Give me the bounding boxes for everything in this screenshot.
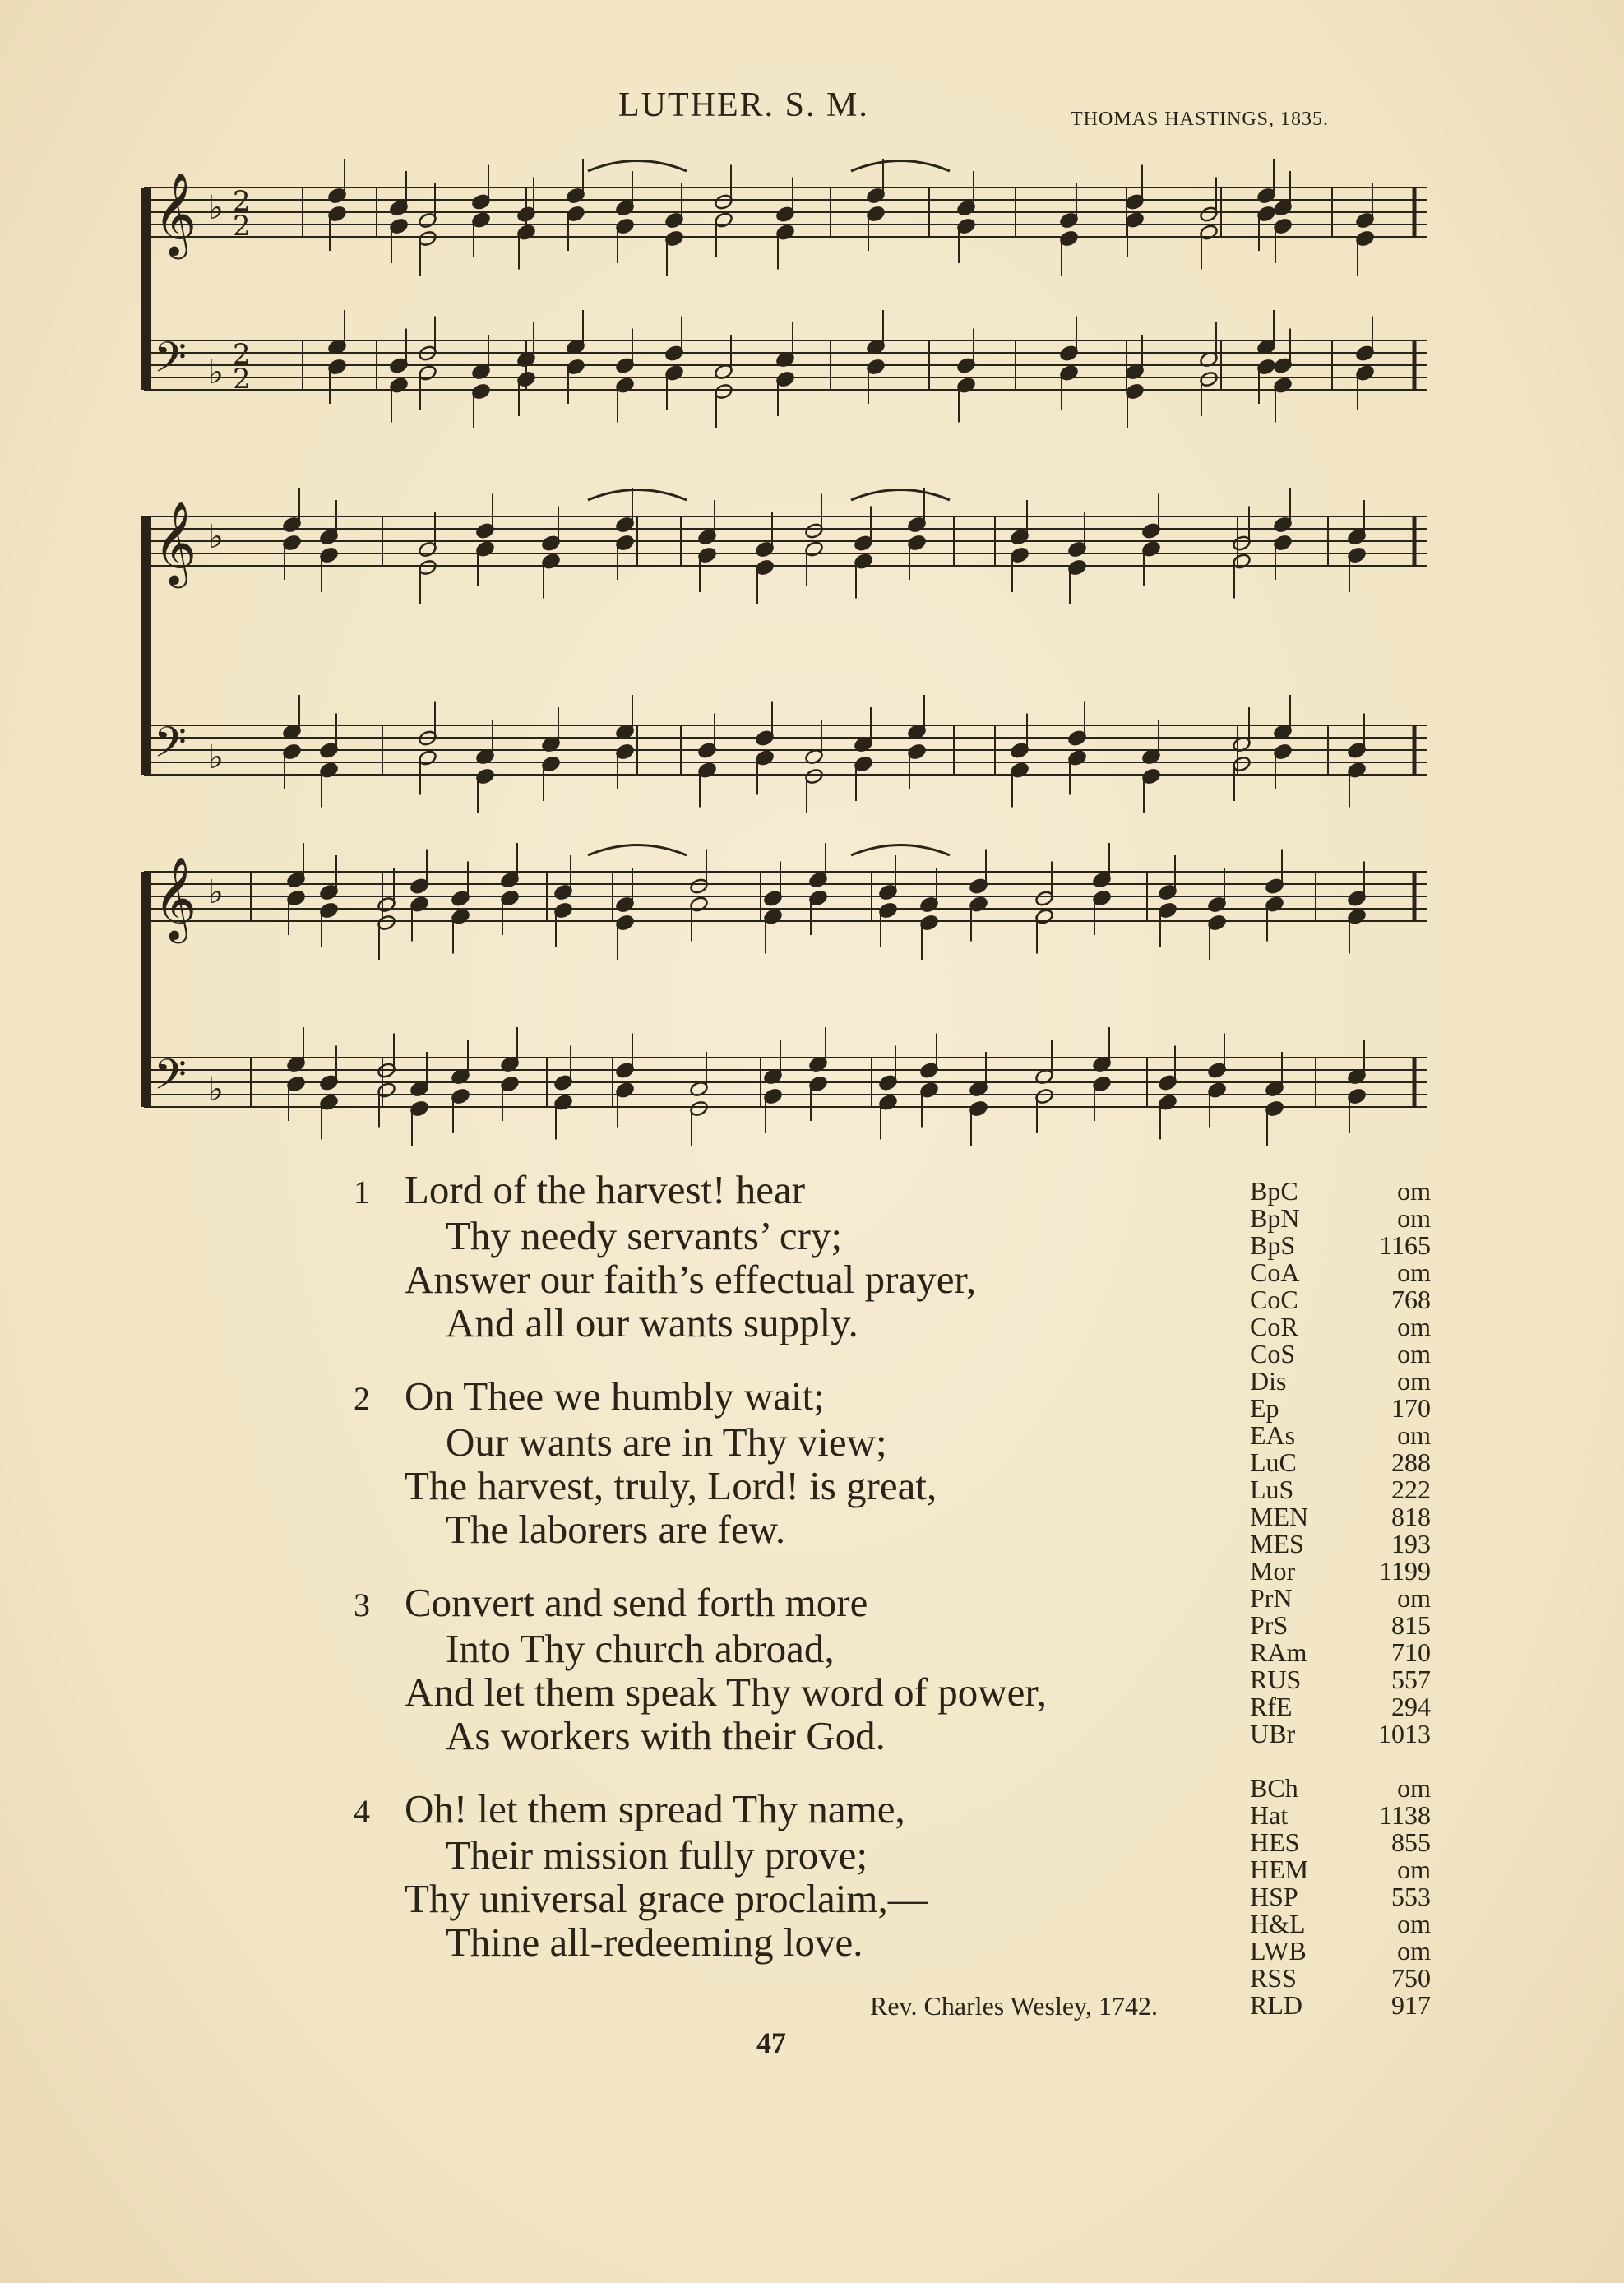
reference-group-2: [1250, 1775, 1431, 2019]
verse-line: 4 Oh! let them spread Thy name,: [354, 1786, 905, 1831]
flat-sign: ♭: [208, 739, 224, 776]
reference-code: Mor: [1250, 1556, 1296, 1586]
reference-row: [1250, 1856, 1431, 1883]
reference-code: CoA: [1250, 1257, 1300, 1287]
reference-number: 553: [1391, 1882, 1431, 1911]
verse-line: Thy universal grace proclaim,—: [405, 1876, 928, 1921]
verse-line: 3 Convert and send forth more: [354, 1580, 868, 1625]
verse-line: Answer our faith’s effectual prayer,: [405, 1257, 977, 1302]
reference-row: [1250, 1992, 1431, 2019]
reference-row: [1250, 1422, 1431, 1449]
reference-row: [1250, 1639, 1431, 1666]
slur: [588, 490, 687, 501]
reference-row: [1250, 1449, 1431, 1476]
time-signature: 2: [233, 185, 251, 218]
reference-number: om: [1397, 1420, 1431, 1450]
flat-sign: ♭: [208, 354, 224, 391]
system-bracket: [141, 516, 151, 775]
reference-code: HEM: [1250, 1855, 1309, 1884]
reference-row: [1250, 1232, 1431, 1259]
reference-row: [1250, 1965, 1431, 1992]
reference-number: 1165: [1379, 1230, 1431, 1260]
reference-number: 818: [1391, 1502, 1431, 1531]
verse-line: Into Thy church abroad,: [446, 1626, 835, 1671]
reference-row: [1250, 1178, 1431, 1205]
flat-sign: ♭: [208, 518, 224, 556]
reference-number: om: [1397, 1909, 1431, 1938]
reference-row: [1250, 1476, 1431, 1503]
time-signature: 2: [233, 210, 251, 243]
time-signature: 2: [233, 363, 251, 396]
reference-row: [1250, 1938, 1431, 1965]
verse-line: Thine all-redeeming love.: [446, 1919, 863, 1965]
verse-line: And let them speak Thy word of power,: [405, 1669, 1047, 1715]
reference-number: om: [1397, 1583, 1431, 1613]
reference-number: 768: [1391, 1285, 1431, 1314]
reference-number: 750: [1391, 1963, 1431, 1993]
reference-code: RAm: [1250, 1637, 1307, 1667]
reference-code: RUS: [1250, 1665, 1302, 1694]
slur: [588, 845, 687, 856]
reference-code: HES: [1250, 1827, 1300, 1857]
verse-number: 2: [354, 1380, 370, 1417]
reference-code: CoC: [1250, 1285, 1298, 1314]
reference-row: [1250, 1368, 1431, 1395]
reference-number: 222: [1391, 1475, 1431, 1504]
verse-1: [354, 1168, 1242, 1345]
reference-row: [1250, 1585, 1431, 1612]
bass-clef: 𝄢: [154, 717, 187, 777]
verse-line: Our wants are in Thy view;: [446, 1419, 887, 1465]
reference-number: om: [1397, 1176, 1431, 1206]
system-bracket: [141, 188, 151, 390]
reference-number: 815: [1391, 1610, 1431, 1640]
verse-2: [354, 1374, 1242, 1551]
verse-line: As workers with their God.: [446, 1713, 886, 1758]
reference-number: 288: [1391, 1447, 1431, 1477]
reference-row: [1250, 1286, 1431, 1313]
reference-code: UBr: [1250, 1719, 1296, 1748]
reference-number: om: [1397, 1312, 1431, 1341]
treble-clef: 𝄞: [154, 855, 197, 940]
reference-number: 294: [1391, 1692, 1431, 1721]
reference-code: LuC: [1250, 1447, 1297, 1477]
reference-code: Hat: [1250, 1800, 1289, 1830]
slur: [851, 490, 950, 501]
reference-code: CoR: [1250, 1312, 1298, 1341]
verse-line: 1 Lord of the harvest! hear: [354, 1167, 806, 1212]
reference-row: [1250, 1612, 1431, 1639]
treble-clef: 𝄞: [154, 171, 197, 256]
verse-line: The harvest, truly, Lord! is great,: [405, 1463, 937, 1508]
bass-clef: 𝄢: [154, 1049, 187, 1109]
composer-credit: THOMAS HASTINGS, 1835.: [1071, 109, 1330, 130]
reference-row: [1250, 1530, 1431, 1558]
reference-code: Ep: [1250, 1393, 1279, 1423]
reference-code: Dis: [1250, 1366, 1287, 1396]
reference-number: om: [1397, 1366, 1431, 1396]
reference-number: 193: [1391, 1529, 1431, 1558]
reference-number: 1199: [1379, 1556, 1431, 1586]
verse-number: 3: [354, 1586, 370, 1623]
reference-row: [1250, 1341, 1431, 1368]
slur: [851, 845, 950, 856]
reference-code: MEN: [1250, 1502, 1309, 1531]
hymn-title: LUTHER. S. M.: [618, 86, 869, 124]
reference-number: 710: [1391, 1637, 1431, 1667]
reference-code: BpS: [1250, 1230, 1296, 1260]
reference-number: 917: [1391, 1990, 1431, 2020]
reference-row: [1250, 1802, 1431, 1829]
verse-3: [354, 1581, 1242, 1757]
reference-number: om: [1397, 1936, 1431, 1966]
reference-number: 855: [1391, 1827, 1431, 1857]
bass-clef: 𝄢: [154, 332, 187, 392]
reference-number: om: [1397, 1257, 1431, 1287]
reference-row: [1250, 1313, 1431, 1341]
verse-4: [354, 1787, 1242, 1964]
reference-code: LuS: [1250, 1475, 1294, 1504]
reference-code: BpN: [1250, 1203, 1300, 1233]
reference-code: BpC: [1250, 1176, 1298, 1206]
flat-sign: ♭: [208, 873, 224, 911]
reference-number: 557: [1391, 1665, 1431, 1694]
reference-code: LWB: [1250, 1936, 1307, 1966]
slur: [588, 161, 687, 172]
reference-number: 1138: [1379, 1800, 1431, 1830]
reference-code: BCh: [1250, 1773, 1298, 1803]
reference-number: om: [1397, 1855, 1431, 1884]
reference-row: [1250, 1558, 1431, 1585]
reference-code: RfE: [1250, 1692, 1293, 1721]
flat-sign: ♭: [208, 1071, 224, 1109]
slur: [851, 161, 950, 172]
reference-number: om: [1397, 1773, 1431, 1803]
reference-row: [1250, 1666, 1431, 1693]
reference-code: EAs: [1250, 1420, 1296, 1450]
treble-clef: 𝄞: [154, 500, 197, 585]
reference-code: RSS: [1250, 1963, 1297, 1993]
text-author: Rev. Charles Wesley, 1742.: [870, 1991, 1158, 2021]
reference-row: [1250, 1503, 1431, 1530]
reference-code: MES: [1250, 1529, 1304, 1558]
reference-row: [1250, 1883, 1431, 1910]
system-bracket: [141, 872, 151, 1107]
reference-code: PrN: [1250, 1583, 1293, 1613]
reference-row: [1250, 1395, 1431, 1422]
reference-row: [1250, 1259, 1431, 1286]
verse-number: 1: [354, 1174, 370, 1211]
reference-code: RLD: [1250, 1990, 1302, 2020]
verse-number: 4: [354, 1793, 370, 1830]
reference-code: H&L: [1250, 1909, 1306, 1938]
reference-row: [1250, 1829, 1431, 1856]
hymnal-references: [1250, 1178, 1431, 2019]
time-signature: 2: [233, 338, 251, 371]
verse-line: And all our wants supply.: [446, 1300, 858, 1345]
reference-code: HSP: [1250, 1882, 1298, 1911]
flat-sign: ♭: [208, 189, 224, 227]
reference-row: [1250, 1775, 1431, 1802]
verse-line: The laborers are few.: [446, 1507, 786, 1552]
reference-row: [1250, 1720, 1431, 1748]
reference-number: 1013: [1378, 1719, 1431, 1748]
reference-row: [1250, 1693, 1431, 1720]
verses-block: [354, 1168, 1242, 1994]
reference-number: om: [1397, 1203, 1431, 1233]
reference-row: [1250, 1205, 1431, 1232]
reference-row: [1250, 1910, 1431, 1938]
verse-line: Thy needy servants’ cry;: [446, 1213, 843, 1258]
reference-code: CoS: [1250, 1339, 1296, 1368]
verse-line: 2 On Thee we humbly wait;: [354, 1373, 825, 1419]
page-number: 47: [756, 2026, 786, 2059]
reference-number: 170: [1391, 1393, 1431, 1423]
reference-number: om: [1397, 1339, 1431, 1368]
verse-line: Their mission fully prove;: [446, 1832, 868, 1878]
reference-code: PrS: [1250, 1610, 1289, 1640]
reference-group-1: [1250, 1178, 1431, 1748]
